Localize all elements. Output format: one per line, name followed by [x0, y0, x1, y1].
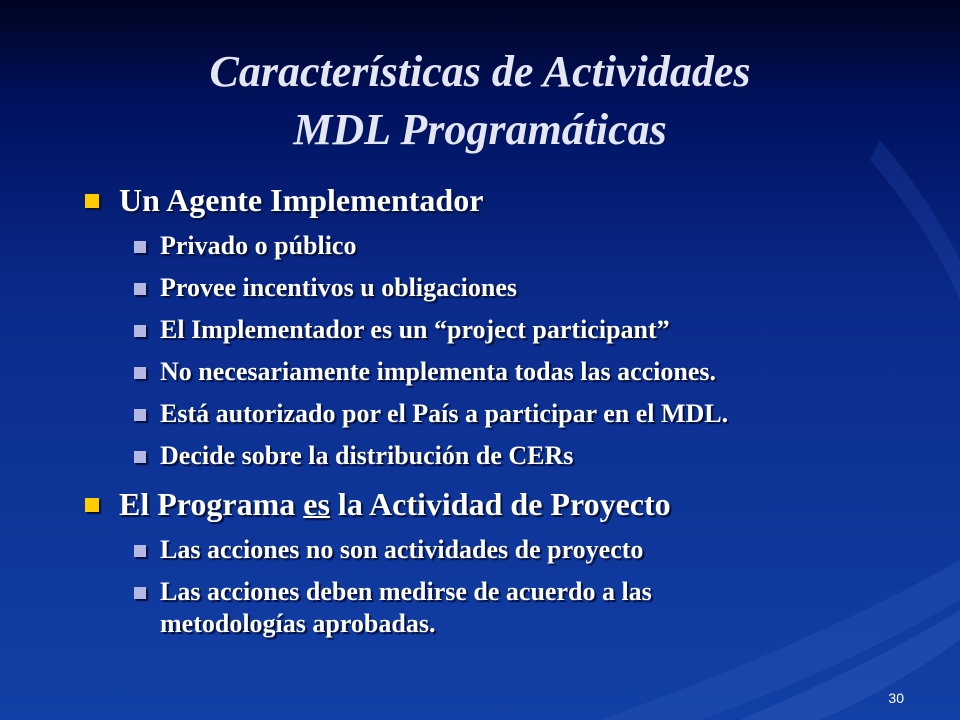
bullet-text-after: la Actividad de Proyecto	[329, 486, 671, 522]
bullet-text-underlined: es	[303, 486, 330, 522]
sub-bullet-item-provee	[160, 272, 517, 304]
bullet-item-programa	[119, 486, 671, 522]
bullet-text-line-1: Las acciones deben medirse de acuerdo a las	[160, 577, 652, 606]
bullet-text: Está autorizado por el País a participar en el MDL.	[160, 399, 729, 428]
bullet-text: El Implementador es un “project participant”	[160, 315, 670, 344]
bullet-text: Decide sobre la distribución de CERs	[160, 441, 574, 470]
yellow-square-bullet-icon	[85, 194, 99, 208]
yellow-square-bullet-icon	[85, 498, 99, 512]
sub-bullet-item-autorizado	[160, 398, 728, 430]
bullet-text: Un Agente Implementador	[119, 182, 484, 218]
sub-bullet-item-implementador	[160, 314, 670, 346]
slide-title-line-1: Características de Actividades	[209, 47, 751, 96]
sub-bullet-item-acciones-no-son	[160, 534, 643, 566]
bullet-text: No necesariamente implementa todas las acciones.	[160, 357, 717, 386]
bullet-text: Privado o público	[160, 231, 357, 260]
sub-bullet-item-distribucion	[160, 440, 573, 472]
lavender-square-bullet-icon	[134, 587, 146, 599]
sub-bullet-item-no-necesariamente	[160, 356, 716, 388]
page-number: 30	[888, 690, 904, 706]
slide-title-line-2: MDL Programáticas	[293, 105, 667, 154]
lavender-square-bullet-icon	[134, 283, 146, 295]
lavender-square-bullet-icon	[134, 451, 146, 463]
lavender-square-bullet-icon	[134, 241, 146, 253]
bullet-text: Las acciones no son actividades de proyecto	[160, 535, 644, 564]
lavender-square-bullet-icon	[134, 409, 146, 421]
bullet-text-line-2: metodologías aprobadas.	[160, 609, 436, 638]
sub-bullet-item-acciones-deben	[160, 576, 652, 640]
bullet-text: Provee incentivos u obligaciones	[160, 273, 518, 302]
lavender-square-bullet-icon	[134, 367, 146, 379]
sub-bullet-item-privado	[160, 230, 356, 262]
bullet-item-agente-implementador	[119, 182, 483, 218]
lavender-square-bullet-icon	[134, 325, 146, 337]
bullet-text-before: El Programa	[119, 486, 304, 522]
lavender-square-bullet-icon	[134, 545, 146, 557]
